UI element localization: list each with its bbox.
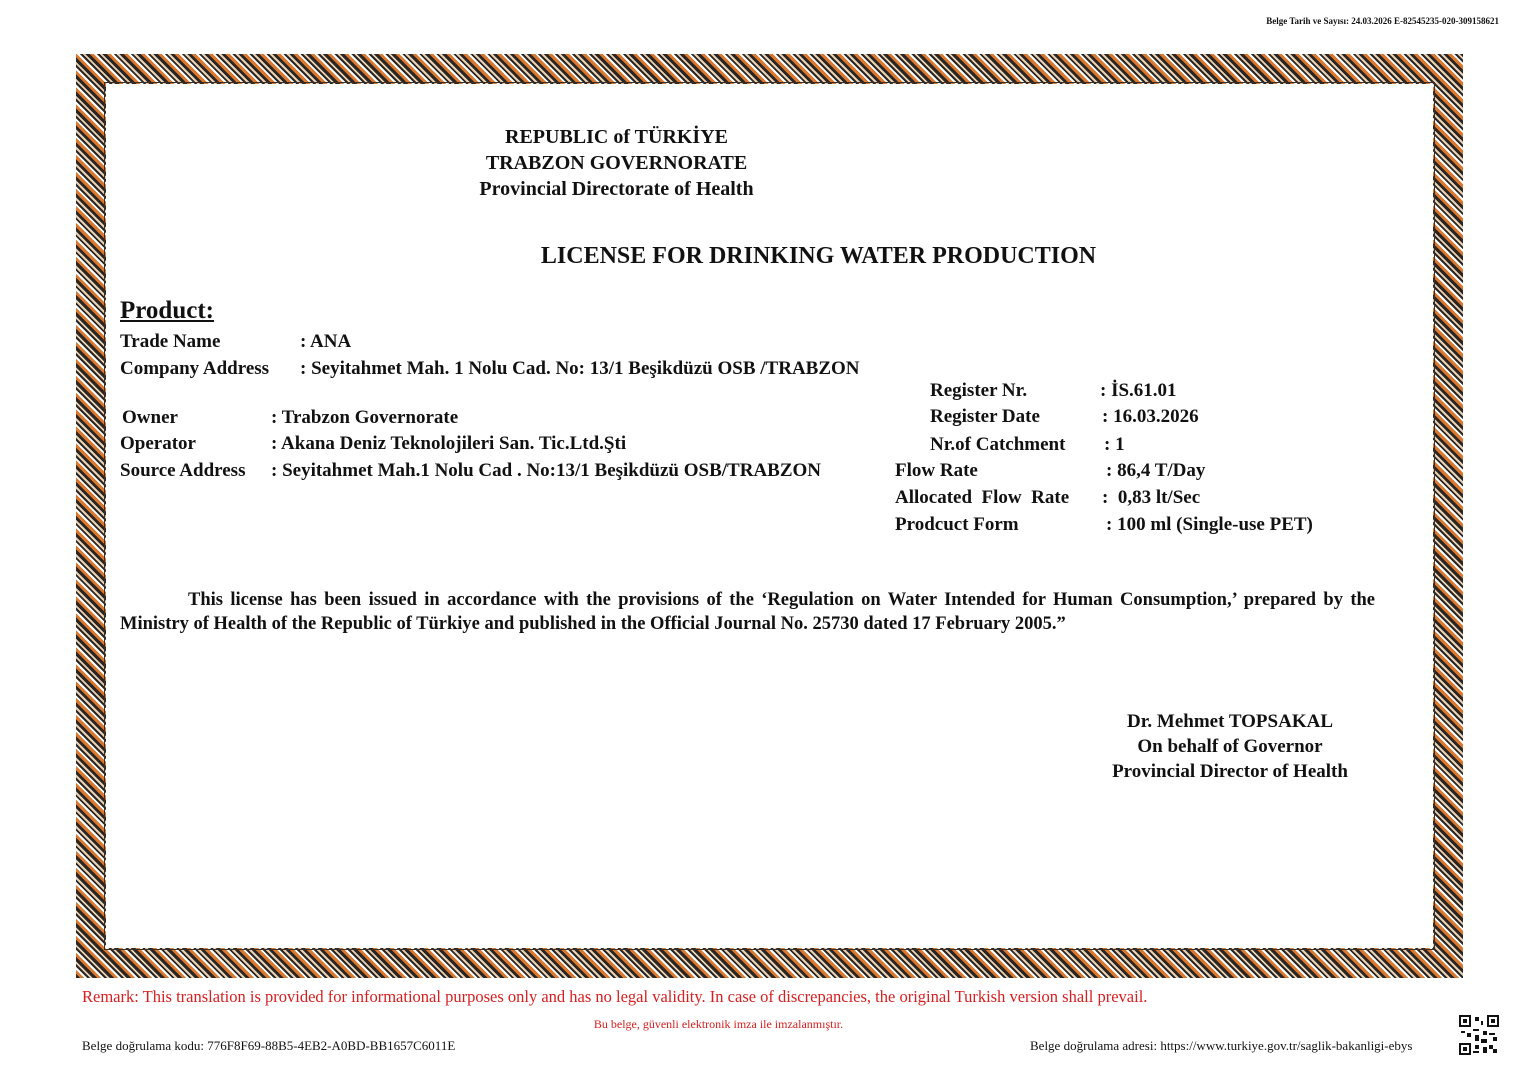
owner-label: Owner [122, 407, 178, 428]
trade-name-row [120, 331, 920, 355]
source-address-row [120, 460, 880, 484]
catchment-label: Nr.of Catchment [930, 434, 1066, 455]
register-date-row [930, 406, 1330, 430]
issuing-authority-header [0, 124, 1527, 202]
catchment-row [930, 434, 1330, 458]
trade-name-value: : ANA [300, 331, 352, 352]
register-date-label: Register Date [930, 406, 1040, 427]
signatory-name: Dr. Mehmet TOPSAKAL [1126, 711, 1333, 732]
operator-label: Operator [120, 433, 196, 454]
header-country: REPUBLIC of TÜRKİYE [505, 126, 728, 148]
register-nr-value: : İS.61.01 [1100, 380, 1177, 401]
signatory-title: Provincial Director of Health [1112, 761, 1348, 782]
owner-value: : Trabzon Governorate [271, 407, 459, 428]
electronic-signature-note: Bu belge, güvenli elektronik imza ile imzalanmıştır. [593, 1017, 844, 1031]
company-address-value: : Seyitahmet Mah. 1 Nolu Cad. No: 13/1 Beşikdüzü OSB /TRABZON [300, 358, 860, 379]
company-address-row [120, 358, 920, 382]
regulation-paragraph [120, 588, 1375, 636]
document-reference-number: Belge Tarih ve Sayısı: 24.03.2026 E-82545235-020-309158621 [1266, 16, 1499, 26]
allocated-flow-rate-value: : 0,83 lt/Sec [1102, 487, 1201, 508]
register-nr-row [930, 380, 1330, 404]
signatory-capacity: On behalf of Governor [1137, 736, 1323, 757]
register-nr-label: Register Nr. [930, 380, 1028, 401]
source-address-label: Source Address [120, 460, 246, 481]
license-title: LICENSE FOR DRINKING WATER PRODUCTION [540, 243, 1097, 269]
translation-remark: Remark: This translation is provided for informational purposes only and has no legal validity. In case of discrepancies, the original Turkish version shall prevail. [82, 987, 1148, 1006]
owner-row [120, 407, 880, 431]
flow-rate-value: : 86,4 T/Day [1106, 460, 1206, 481]
allocated-flow-rate-row [895, 487, 1335, 511]
regulation-paragraph-text: This license has been issued in accordance with the provisions of the ‘Regulation on Water Intended for Human Consumption,’ prepared by the Ministry of Health of the Republic of Türkiye and published in the Official Journal No. 25730 dated 17 February 2005.” [120, 590, 1375, 634]
verification-code: Belge doğrulama kodu: 776F8F69-88B5-4EB2-A0BD-BB1657C6011E [82, 1038, 456, 1053]
flow-rate-label: Flow Rate [895, 460, 978, 481]
header-governorate: TRABZON GOVERNORATE [485, 152, 748, 174]
company-address-label: Company Address [120, 358, 270, 379]
flow-rate-row [895, 460, 1335, 484]
product-form-label: Prodcuct Form [895, 514, 1019, 535]
allocated-flow-rate-label: Allocated Flow Rate [895, 487, 1070, 508]
verification-address: Belge doğrulama adresi: https://www.turkiye.gov.tr/saglik-bakanligi-ebys [1030, 1038, 1413, 1053]
qr-code-icon[interactable] [1459, 1015, 1499, 1055]
product-form-value: : 100 ml (Single-use PET) [1106, 514, 1313, 535]
trade-name-label: Trade Name [120, 331, 221, 352]
product-heading: Product: [120, 297, 214, 324]
operator-row [120, 433, 880, 457]
register-date-value: : 16.03.2026 [1102, 406, 1199, 427]
source-address-value: : Seyitahmet Mah.1 Nolu Cad . No:13/1 Beşikdüzü OSB/TRABZON [271, 460, 822, 481]
header-directorate: Provincial Directorate of Health [479, 178, 754, 200]
signature-block [1060, 709, 1400, 784]
operator-value: : Akana Deniz Teknolojileri San. Tic.Ltd.Şti [271, 433, 627, 454]
catchment-value: : 1 [1104, 434, 1125, 455]
product-form-row [895, 514, 1335, 538]
